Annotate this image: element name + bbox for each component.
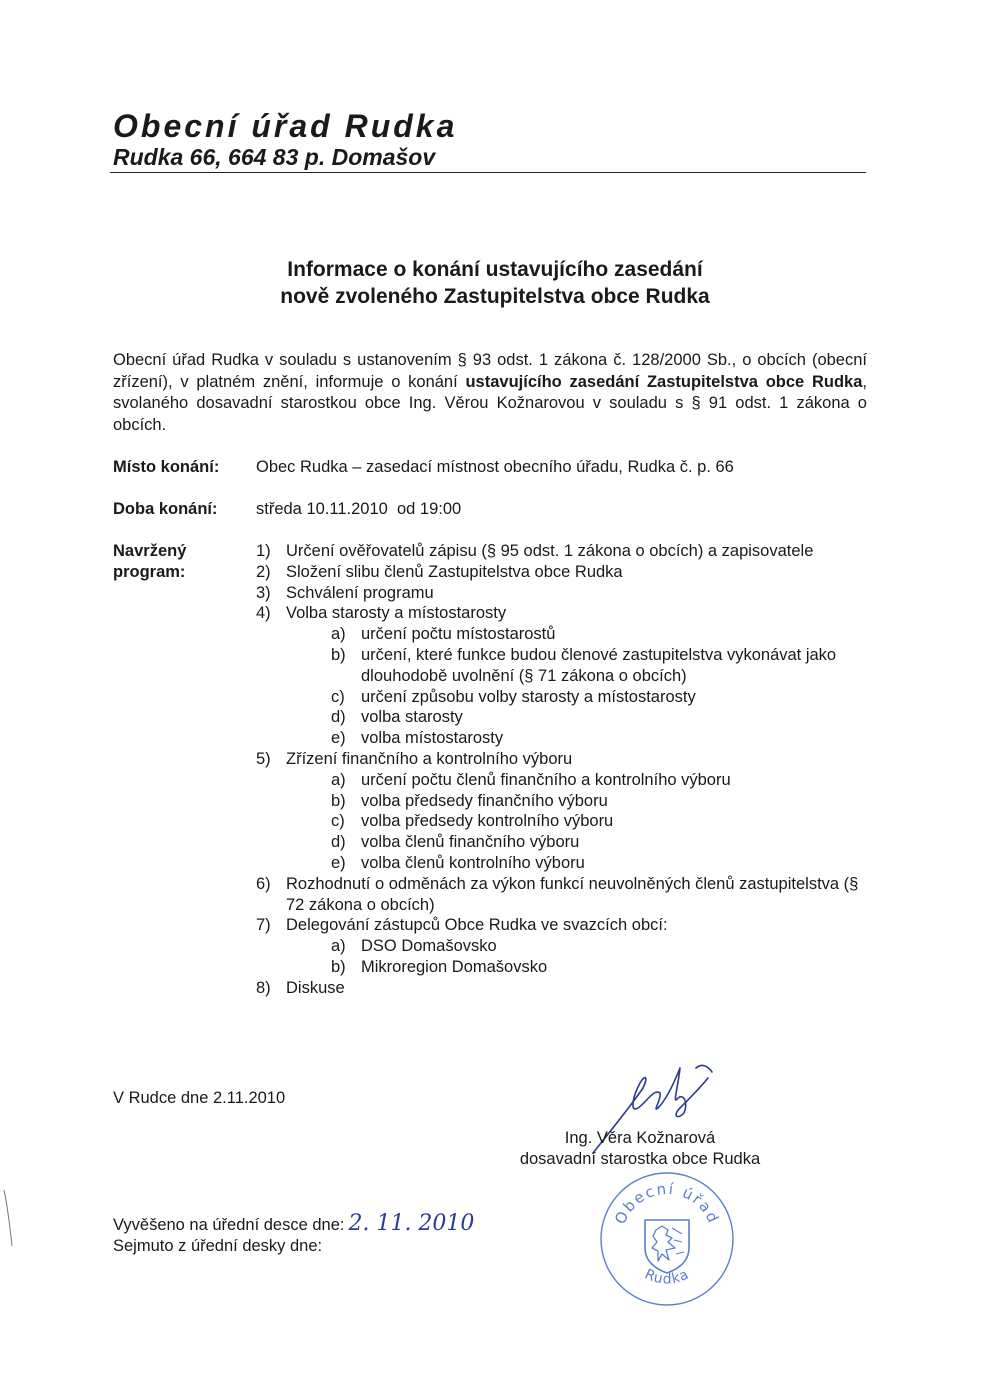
place-date: V Rudce dne 2.11.2010 (113, 1089, 286, 1107)
program-label-line-2: program: (113, 563, 186, 581)
agenda-item-number: 6) (256, 874, 271, 893)
agenda-item-text: Volba starosty a místostarosty (286, 604, 507, 623)
agenda-subitem (331, 624, 876, 645)
svg-text:Rudka (642, 1266, 692, 1287)
agenda-item-number: 7) (256, 916, 271, 935)
time-value: středa 10.11.2010 od 19:00 (256, 500, 462, 518)
agenda-subitem-letter: a) (331, 625, 346, 644)
official-stamp (596, 1168, 738, 1310)
place-label: Místo konání: (113, 458, 220, 476)
agenda-item (256, 562, 876, 583)
agenda-subitem-text: volba starosty (361, 708, 463, 727)
intro-text-2: , svolaného dosavadní starostkou obce Ing. Věrou Kožnarovou v souladu s § 91 odst. 1 zákona o obcích. (113, 372, 867, 434)
agenda-subitem (331, 832, 876, 853)
agenda-subitem (331, 728, 876, 749)
agenda-subitem (331, 770, 876, 791)
program-label (113, 541, 186, 583)
agenda-item-text: Delegování zástupců Obce Rudka ve svazcích obcí: (286, 916, 668, 935)
title-line-1: Informace o konání ustavujícího zasedání (287, 258, 703, 281)
agenda-item-number: 2) (256, 562, 271, 581)
removed-label: Sejmuto z úřední desky dne: (113, 1237, 323, 1255)
agenda-subitem-letter: c) (331, 687, 345, 706)
scan-edge-mark (2, 1188, 14, 1248)
stamp-bottom-text: Rudka (642, 1266, 692, 1288)
title-line-2: nově zvoleného Zastupitelstva obce Rudka (280, 285, 710, 308)
agenda-subitem (331, 936, 876, 957)
agenda-item (256, 541, 876, 562)
posted-date: 2. 11. 2010 (348, 1211, 475, 1236)
agenda-subitem (331, 957, 876, 978)
stamp-top-text: Obecní úřad (611, 1179, 723, 1228)
agenda-item (256, 978, 876, 999)
time-label: Doba konání: (113, 500, 218, 518)
agenda-subitem-letter: a) (331, 770, 346, 789)
signer-role: dosavadní starostka obce Rudka (519, 1150, 761, 1168)
agenda-subitem-letter: b) (331, 957, 346, 976)
agenda-item-text: Složení slibu členů Zastupitelstva obce Rudka (286, 562, 623, 581)
agenda-item-text: Diskuse (286, 978, 345, 997)
agenda-subitem-letter: c) (331, 812, 345, 831)
agenda-item-number: 5) (256, 749, 271, 768)
intro-bold-text: ustavujícího zasedání Zastupitelstva obce Rudka (465, 372, 863, 391)
agenda-subitem-text: volba členů kontrolního výboru (361, 853, 585, 872)
agenda-item (256, 874, 876, 916)
place-value: Obec Rudka – zasedací místnost obecního úřadu, Rudka č. p. 66 (256, 458, 734, 476)
agenda-subitem-letter: d) (331, 708, 346, 727)
header-divider (110, 172, 866, 173)
org-address: Rudka 66, 664 83 p. Domašov (113, 144, 436, 170)
agenda-item-number: 4) (256, 604, 271, 623)
intro-text-1: Obecní úřad Rudka v souladu s ustanovením § 93 odst. 1 zákona č. 128/2000 Sb., o obcích (obecní zřízení), v platném znění, informuje o konání (113, 351, 867, 391)
agenda-item-text: Určení ověřovatelů zápisu (§ 95 odst. 1 zákona o obcích) a zapisovatele (286, 542, 814, 560)
agenda-subitem (331, 791, 876, 812)
agenda-item-number: 1) (256, 542, 271, 560)
agenda-subitem-letter: a) (331, 937, 346, 956)
agenda-subitem-text: určení, které funkce budou členové zastupitelstva vykonávat jako dlouhodobě uvolnění (§ 71 zákona o obcích) (361, 645, 837, 685)
agenda-subitem-text: Mikroregion Domašovsko (361, 957, 548, 976)
agenda-subitem-letter: b) (331, 791, 346, 810)
agenda-subitem-text: volba předsedy kontrolního výboru (361, 812, 614, 831)
agenda-sublist (286, 936, 876, 978)
program-label-line-1: Navržený (113, 542, 187, 560)
agenda-item-text: Zřízení finančního a kontrolního výboru (286, 749, 573, 768)
agenda-item (256, 583, 876, 604)
agenda-sublist (286, 624, 876, 749)
signer-name: Ing. Věra Kožnarová (564, 1129, 716, 1147)
agenda-subitem-letter: e) (331, 853, 346, 872)
agenda-subitem (331, 687, 876, 708)
agenda-list (256, 541, 876, 999)
agenda-subitem-text: určení způsobu volby starosty a místostarosty (361, 687, 696, 706)
org-name: Obecní úřad Rudka (113, 108, 458, 144)
agenda-subitem-text: volba členů finančního výboru (361, 833, 580, 852)
agenda-subitem (331, 811, 876, 832)
agenda-sublist (286, 770, 876, 874)
coat-of-arms-icon (645, 1220, 689, 1273)
agenda-item (256, 915, 876, 977)
posting-info (113, 1213, 474, 1257)
agenda-subitem-text: určení počtu členů finančního a kontrolního výboru (361, 770, 731, 789)
agenda-item-text: Rozhodnutí o odměnách za výkon funkcí neuvolněných členů zastupitelstva (§ 72 zákona o obcích) (286, 874, 859, 914)
agenda-subitem-text: DSO Domašovsko (361, 937, 497, 956)
agenda-subitem-letter: e) (331, 729, 346, 748)
agenda-item-number: 3) (256, 583, 271, 602)
agenda-subitem (331, 853, 876, 874)
document-title (110, 256, 880, 310)
agenda-item (256, 603, 876, 749)
agenda-item-text: Schválení programu (286, 583, 434, 602)
agenda-item-number: 8) (256, 978, 271, 997)
agenda-subitem-text: volba místostarosty (361, 729, 504, 748)
signer-block (490, 1128, 790, 1170)
agenda-item (256, 749, 876, 874)
agenda-subitem (331, 707, 876, 728)
intro-paragraph (113, 350, 867, 436)
agenda-subitem-text: určení počtu místostarostů (361, 625, 556, 644)
agenda-subitem (331, 645, 876, 687)
posted-label: Vyvěšeno na úřední desce dne: (113, 1216, 345, 1234)
agenda-subitem-letter: b) (331, 645, 346, 664)
agenda-subitem-letter: d) (331, 833, 346, 852)
agenda-subitem-text: volba předsedy finančního výboru (361, 791, 608, 810)
